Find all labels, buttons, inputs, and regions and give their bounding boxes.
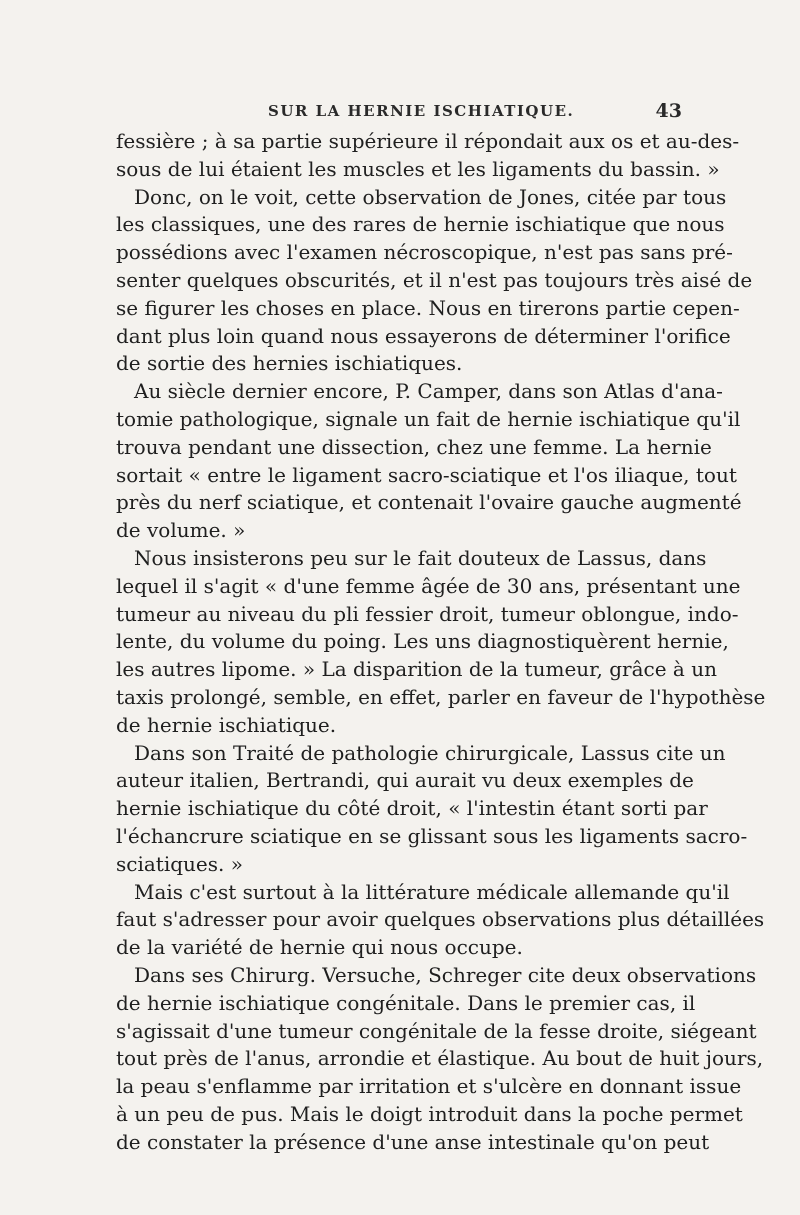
running-title: SUR LA HERNIE ISCHIATIQUE.: [268, 102, 575, 120]
text-line: auteur italien, Bertrandi, qui aurait vu deux exemples de: [116, 768, 694, 793]
paragraph: [116, 740, 748, 879]
text-line: hernie ischiatique du côté droit, « l'intestin étant sorti par: [116, 796, 708, 821]
text-line: près du nerf sciatique, et contenait l'ovaire gauche augmenté: [116, 490, 742, 515]
text-line: de constater la présence d'une anse intestinale qu'on peut: [116, 1129, 710, 1154]
text-line: Au siècle dernier encore, P. Camper, dans son Atlas d'ana-: [134, 379, 723, 404]
text-line: les classiques, une des rares de hernie ischiatique que nous: [116, 212, 725, 237]
page-number: 43: [655, 100, 682, 122]
text-line: sous de lui étaient les muscles et les ligaments du bassin. »: [116, 156, 720, 181]
text-line: lente, du volume du poing. Les uns diagnostiquèrent hernie,: [116, 629, 729, 654]
text-line: Nous insisterons peu sur le fait douteux de Lassus, dans: [134, 545, 707, 570]
text-line: les autres lipome. » La disparition de la tumeur, grâce à un: [116, 657, 717, 682]
text-line: taxis prolongé, semble, en effet, parler en faveur de l'hypothèse: [116, 684, 766, 709]
text-line: dant plus loin quand nous essayerons de déterminer l'orifice: [116, 323, 731, 348]
text-line: la peau s'enflamme par irritation et s'ulcère en donnant issue: [116, 1074, 742, 1099]
text-line: de hernie ischiatique.: [116, 712, 337, 737]
text-line: fessière ; à sa partie supérieure il répondait aux os et au-des-: [116, 129, 740, 153]
paragraph: [116, 184, 753, 379]
text-line: l'échancrure sciatique en se glissant sous les ligaments sacro-: [116, 823, 748, 848]
text-line: tomie pathologique, signale un fait de hernie ischiatique qu'il: [116, 406, 741, 431]
text-line: Dans son Traité de pathologie chirurgicale, Lassus cite un: [134, 740, 726, 765]
paragraph: [116, 962, 764, 1157]
text-line: faut s'adresser pour avoir quelques observations plus détaillées: [116, 907, 765, 932]
body-text: [116, 128, 766, 1156]
text-line: à un peu de pus. Mais le doigt introduit dans la poche permet: [116, 1101, 743, 1126]
text-line: sortait « entre le ligament sacro-sciatique et l'os iliaque, tout: [116, 462, 737, 487]
text-line: de sortie des hernies ischiatiques.: [116, 351, 463, 376]
text-line: possédions avec l'examen nécroscopique, n'est pas sans pré-: [116, 240, 733, 265]
text-line: de la variété de hernie qui nous occupe.: [116, 935, 523, 960]
text-line: de hernie ischiatique congénitale. Dans le premier cas, il: [116, 990, 696, 1015]
paragraph: [116, 879, 765, 962]
paragraph: [116, 378, 742, 545]
text-line: trouva pendant une dissection, chez une femme. La hernie: [116, 434, 712, 459]
text-line: Donc, on le voit, cette observation de Jones, citée par tous: [134, 184, 727, 209]
text-line: senter quelques obscurités, et il n'est pas toujours très aisé de: [116, 267, 753, 292]
text-line: sciatiques. »: [116, 851, 243, 876]
text-line: Mais c'est surtout à la littérature médicale allemande qu'il: [134, 879, 730, 904]
page-header: [118, 100, 682, 128]
text-line: lequel il s'agit « d'une femme âgée de 30 ans, présentant une: [116, 573, 741, 598]
text-line: se figurer les choses en place. Nous en tirerons partie cepen-: [116, 295, 740, 320]
paragraph: [116, 545, 766, 740]
text-line: tout près de l'anus, arrondie et élastique. Au bout de huit jours,: [116, 1046, 764, 1071]
paragraph: [116, 128, 740, 184]
text-line: de volume. »: [116, 518, 246, 543]
text-line: tumeur au niveau du pli fessier droit, tumeur oblongue, indo-: [116, 601, 739, 626]
text-line: Dans ses Chirurg. Versuche, Schreger cite deux observations: [134, 962, 757, 987]
text-line: s'agissait d'une tumeur congénitale de la fesse droite, siégeant: [116, 1018, 757, 1043]
